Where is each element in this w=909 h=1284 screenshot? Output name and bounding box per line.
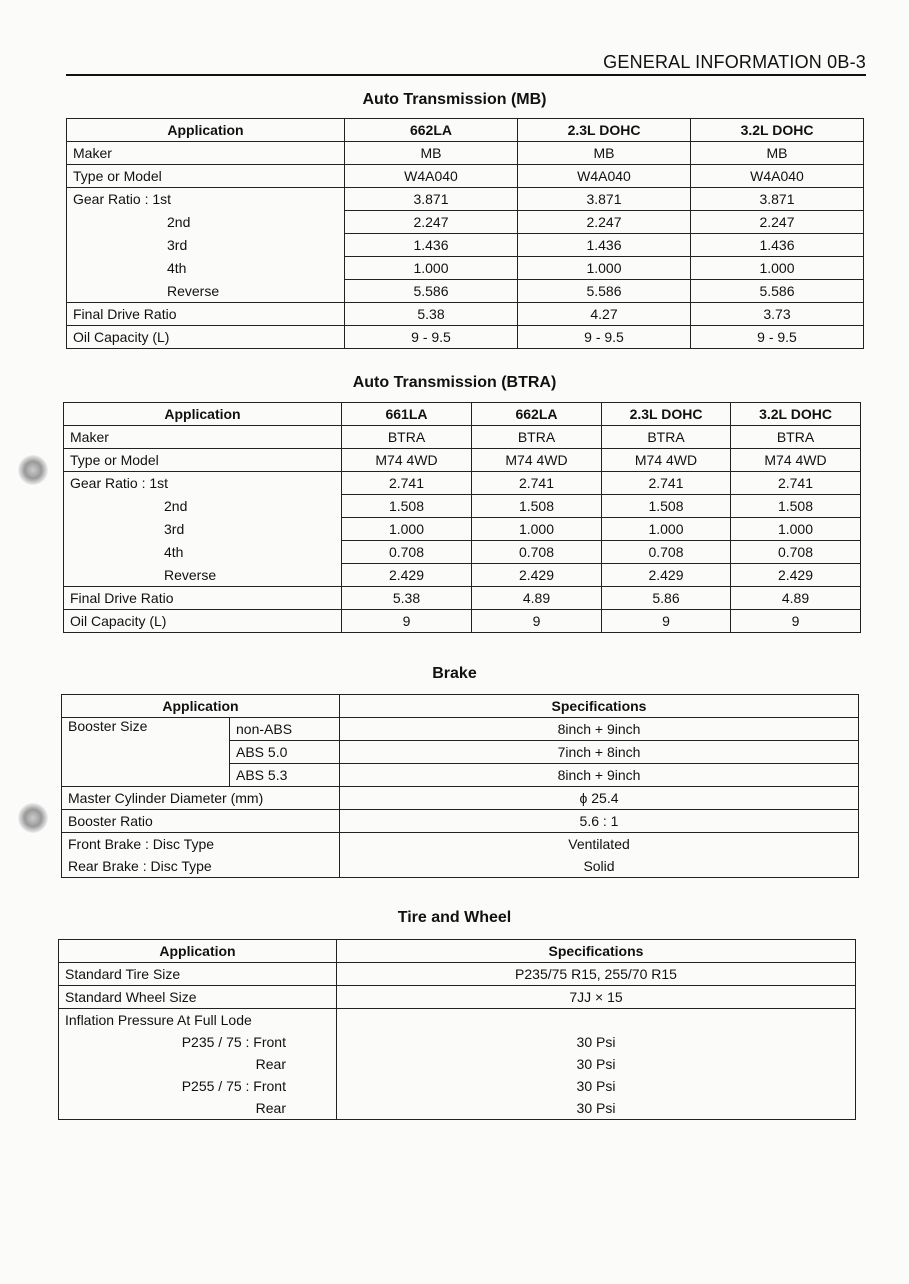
cell: 7JJ × 15 (337, 986, 856, 1009)
table-row (67, 211, 864, 234)
cell: ϕ 25.4 (340, 787, 859, 810)
row-label: 4th (64, 541, 342, 564)
table-row (67, 257, 864, 280)
col-header: 2.3L DOHC (602, 403, 731, 426)
cell: 0.708 (472, 541, 602, 564)
cell: 5.6 : 1 (340, 810, 859, 833)
cell: 4.27 (518, 303, 691, 326)
cell: 1.000 (691, 257, 864, 280)
cell: 2.741 (602, 472, 731, 495)
cell: 2.429 (602, 564, 731, 587)
cell: 2.741 (731, 472, 861, 495)
row-label: Standard Wheel Size (59, 986, 337, 1009)
punch-hole-icon (18, 455, 48, 485)
row-label: Gear Ratio : 1st (67, 188, 345, 211)
cell: BTRA (602, 426, 731, 449)
mb-table (66, 118, 864, 349)
cell: 30 Psi (337, 1075, 856, 1097)
table-row (67, 165, 864, 188)
col-header: 3.2L DOHC (731, 403, 861, 426)
btra-title: Auto Transmission (BTRA) (352, 374, 557, 391)
table-row (64, 541, 861, 564)
row-label: Final Drive Ratio (64, 587, 342, 610)
row-label: 2nd (64, 495, 342, 518)
table-row (62, 810, 859, 833)
table-row (67, 234, 864, 257)
col-header: 662LA (345, 119, 518, 142)
col-header: Application (67, 119, 345, 142)
cell: BTRA (731, 426, 861, 449)
cell: 30 Psi (337, 1031, 856, 1053)
sub-label: non-ABS (230, 718, 340, 741)
table-row (64, 426, 861, 449)
table-row (59, 963, 856, 986)
col-header: 2.3L DOHC (518, 119, 691, 142)
row-label: Oil Capacity (L) (64, 610, 342, 633)
row-label: Booster Size (62, 718, 230, 787)
row-label: 3rd (67, 234, 345, 257)
cell: 2.429 (731, 564, 861, 587)
cell: M74 4WD (472, 449, 602, 472)
table-row (59, 1097, 856, 1120)
cell: 1.000 (342, 518, 472, 541)
cell: Solid (340, 855, 859, 878)
cell: 30 Psi (337, 1053, 856, 1075)
cell: M74 4WD (602, 449, 731, 472)
cell: W4A040 (518, 165, 691, 188)
cell: M74 4WD (731, 449, 861, 472)
table-row (64, 518, 861, 541)
cell: 2.741 (342, 472, 472, 495)
table-row (59, 1031, 856, 1053)
cell: 8inch + 9inch (340, 764, 859, 787)
col-header: Specifications (337, 940, 856, 963)
cell: 5.586 (345, 280, 518, 303)
cell: 5.586 (691, 280, 864, 303)
cell: BTRA (472, 426, 602, 449)
table-row (62, 855, 859, 878)
row-label: Maker (64, 426, 342, 449)
cell: 9 (342, 610, 472, 633)
cell: MB (691, 142, 864, 165)
table-row (59, 1075, 856, 1097)
table-header-row (67, 119, 864, 142)
table-row (62, 718, 859, 741)
row-label: Gear Ratio : 1st (64, 472, 342, 495)
row-label: Final Drive Ratio (67, 303, 345, 326)
cell: 1.508 (602, 495, 731, 518)
sub-label: ABS 5.0 (230, 741, 340, 764)
col-header: Specifications (340, 695, 859, 718)
row-label: 2nd (67, 211, 345, 234)
cell: 1.000 (602, 518, 731, 541)
cell: 2.429 (472, 564, 602, 587)
table-row (64, 610, 861, 633)
cell: 9 - 9.5 (691, 326, 864, 349)
cell: 1.000 (731, 518, 861, 541)
cell: 1.436 (518, 234, 691, 257)
col-header: Application (59, 940, 337, 963)
row-label: Rear (59, 1053, 337, 1075)
cell: 4.89 (731, 587, 861, 610)
cell (337, 1009, 856, 1032)
table-header-row (64, 403, 861, 426)
row-label: Standard Tire Size (59, 963, 337, 986)
row-label: Inflation Pressure At Full Lode (59, 1009, 337, 1032)
row-label: Type or Model (64, 449, 342, 472)
btra-table (63, 402, 861, 633)
table-row (67, 303, 864, 326)
cell: 1.000 (472, 518, 602, 541)
page-header (66, 52, 866, 76)
cell: P235/75 R15, 255/70 R15 (337, 963, 856, 986)
tire-title: Tire and Wheel (397, 909, 512, 926)
table-header-row (59, 940, 856, 963)
cell: 8inch + 9inch (340, 718, 859, 741)
table-row (59, 1053, 856, 1075)
row-label: 4th (67, 257, 345, 280)
table-row (59, 986, 856, 1009)
cell: 0.708 (731, 541, 861, 564)
cell: 9 (602, 610, 731, 633)
punch-hole-icon (18, 803, 48, 833)
cell: 3.73 (691, 303, 864, 326)
cell: 2.429 (342, 564, 472, 587)
cell: 5.86 (602, 587, 731, 610)
table-header-row (62, 695, 859, 718)
table-row (64, 449, 861, 472)
table-row (67, 142, 864, 165)
row-label: Front Brake : Disc Type (62, 833, 340, 856)
cell: MB (345, 142, 518, 165)
cell: 1.436 (691, 234, 864, 257)
cell: 5.38 (345, 303, 518, 326)
table-row (67, 326, 864, 349)
cell: 4.89 (472, 587, 602, 610)
cell: 2.247 (518, 211, 691, 234)
row-label: Booster Ratio (62, 810, 340, 833)
table-row (59, 1009, 856, 1032)
col-header: 662LA (472, 403, 602, 426)
tire-table (58, 939, 856, 1120)
cell: BTRA (342, 426, 472, 449)
col-header: Application (64, 403, 342, 426)
row-label: Master Cylinder Diameter (mm) (62, 787, 340, 810)
cell: 9 (731, 610, 861, 633)
cell: 9 (472, 610, 602, 633)
cell: M74 4WD (342, 449, 472, 472)
table-row (64, 472, 861, 495)
cell: 1.000 (345, 257, 518, 280)
table-row (67, 188, 864, 211)
row-label: Reverse (64, 564, 342, 587)
cell: 2.247 (345, 211, 518, 234)
cell: 9 - 9.5 (518, 326, 691, 349)
cell: 3.871 (345, 188, 518, 211)
row-label: Rear (59, 1097, 337, 1120)
cell: 30 Psi (337, 1097, 856, 1120)
col-header: Application (62, 695, 340, 718)
table-row (64, 564, 861, 587)
cell: 1.436 (345, 234, 518, 257)
sub-label: ABS 5.3 (230, 764, 340, 787)
cell: 1.508 (342, 495, 472, 518)
row-label: Type or Model (67, 165, 345, 188)
cell: 0.708 (342, 541, 472, 564)
brake-title: Brake (432, 665, 477, 682)
cell: 9 - 9.5 (345, 326, 518, 349)
cell: 1.000 (518, 257, 691, 280)
cell: 3.871 (691, 188, 864, 211)
cell: 7inch + 8inch (340, 741, 859, 764)
cell: 1.508 (731, 495, 861, 518)
cell: W4A040 (691, 165, 864, 188)
mb-title: Auto Transmission (MB) (362, 91, 547, 108)
row-label: Oil Capacity (L) (67, 326, 345, 349)
cell: W4A040 (345, 165, 518, 188)
cell: 5.586 (518, 280, 691, 303)
col-header: 661LA (342, 403, 472, 426)
cell: 0.708 (602, 541, 731, 564)
row-label: Rear Brake : Disc Type (62, 855, 340, 878)
col-header: 3.2L DOHC (691, 119, 864, 142)
cell: 3.871 (518, 188, 691, 211)
brake-table (61, 694, 859, 878)
row-label: P255 / 75 : Front (59, 1075, 337, 1097)
row-label: Reverse (67, 280, 345, 303)
table-row (64, 495, 861, 518)
cell: 2.741 (472, 472, 602, 495)
cell: MB (518, 142, 691, 165)
row-label: P235 / 75 : Front (59, 1031, 337, 1053)
header-text: GENERAL INFORMATION 0B-3 (603, 52, 866, 72)
table-row (67, 280, 864, 303)
cell: 5.38 (342, 587, 472, 610)
cell: 2.247 (691, 211, 864, 234)
row-label: 3rd (64, 518, 342, 541)
table-row (62, 787, 859, 810)
cell: 1.508 (472, 495, 602, 518)
cell: Ventilated (340, 833, 859, 856)
row-label: Maker (67, 142, 345, 165)
table-row (64, 587, 861, 610)
table-row (62, 833, 859, 856)
